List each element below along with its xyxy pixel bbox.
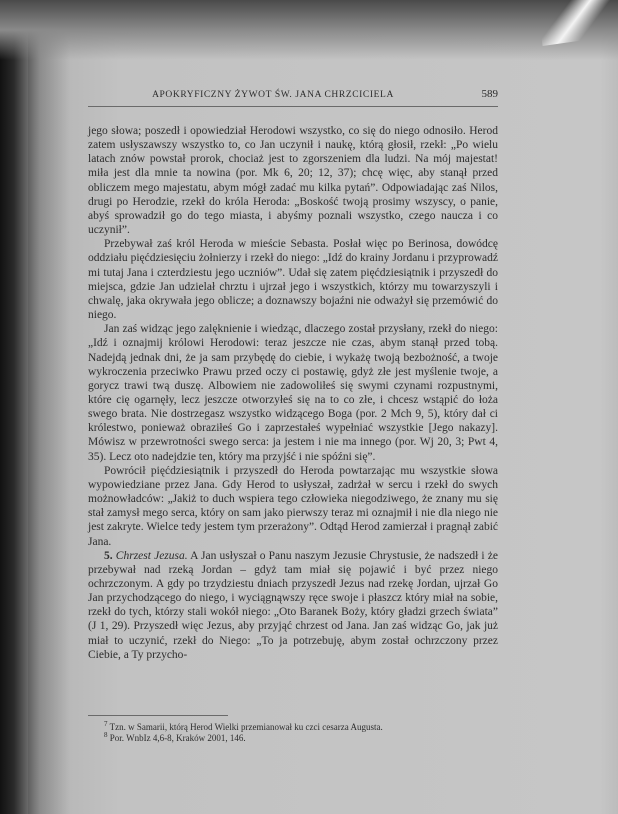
footnotes xyxy=(88,722,498,744)
footnote-7-text: Tzn. w Samarii, którą Herod Wielki przemianował ku czci cesarza Augusta. xyxy=(109,722,383,732)
book-page xyxy=(88,86,498,746)
footnote-8 xyxy=(88,733,498,744)
section-paragraph xyxy=(88,549,498,662)
page-number: 589 xyxy=(481,88,498,100)
footnote-7 xyxy=(88,722,498,733)
section-text: A Jan usłyszał o Panu naszym Jezusie Chrystusie, że nadszedł i że przebywał nad rzeką Jordan – gdyż tam miał się pojawić i być przez niego ochrzczonym. A gdy po trzydziestu dniach przyszedł Jezus nad rzekę Jordan, ujrzał Go Jan przychodzącego do niego, i wyciągnąwszy ręce swoje i płaszcz który miał na sobie, rzekł do tych, którzy stali wokół niego: „Oto Baranek Boży, który gładzi grzech świata” (J 1, 29). Przyszedł więc Jezus, aby przyjąć chrzest od Jana. Jan zaś widząc Go, jak już miał to uczynić, rzekł do Niego: „To ja potrzebuję, abym został ochrzczony przez Ciebie, a Ty przycho- xyxy=(88,549,498,661)
running-head xyxy=(88,86,498,107)
paragraph-4: Powrócił pięćdziesiątnik i przyszedł do Heroda powtarzając mu wszystkie słowa wypowiedziane przez Jana. Gdy Herod to usłyszał, zadrżał w sercu i rzekł do swych możnowładców: „Jakiż to duch wspiera tego człowieka niegodziwego, że znany mu się stał zamysł mego serca, który on sam jako pierwszy teraz mi oznajmił i nie dla niego nie jest zakryte. Wielce tedy jestem tym przerażony”. Odtąd Herod zamierzał i pragnął zabić Jana. xyxy=(88,464,498,548)
paragraph-3: Jan zaś widząc jego zalęknienie i wiedząc, dlaczego został przysłany, rzekł do niego: „Idź i oznajmij królowi Herodowi: teraz jeszcze nie czas, abym stanął przed tobą. Nadejdą jednak dni, że ja sam przybędę do ciebie, i wykażę twoją bezbożność, a twoje wykroczenia przeciwko Prawu przed oczy ci postawię, gdyż złe jest myślenie twoje, a gorycz trawi twą duszę. Albowiem nie zadowoliłeś się swymi czynami rozpustnymi, które cię ogarnęły, lecz jeszcze otworzyłeś się na to co złe, i chcesz wstąpić do łoża swego brata. Nie dostrzegasz wszystko widzącego Boga (por. 2 Mch 9, 5), który dał ci królestwo, ponieważ obraziłeś Go i zaprzestałeś wypełniać wszystkie [Jego nakazy]. Mówisz w przewrotności swego serca: ja jestem i nie ma innego (por. Wj 20, 3; Pwt 4, 35). Lecz oto nadejdzie ten, który ma przyjść i nie spóźni się”. xyxy=(88,323,498,463)
book-binding-shadow xyxy=(0,0,28,814)
paragraph-2 xyxy=(88,237,498,322)
top-shadow xyxy=(0,0,618,60)
section-number: 5. xyxy=(104,549,113,562)
paragraph-1: jego słowa; poszedł i opowiedział Herodowi wszystko, co się do niego odnosiło. Herod zatem usłyszawszy wszystko to, co Jan uczynił i naukę, którą głosił, rzekł: „Po wielu latach znów powstał prorok, chociaż jest to zgorszeniem dla ludzi. Na mój majestat! miła jest dla mnie ta nowina (por. Mk 6, 20; 12, 37); chcę więc, aby stanął przed obliczem mego majestatu, abym mógł zadać mu kilka pytań”. Odpowiadając zaś Nilos, drugi po Herodzie, rzekł do króla Heroda: „Boskość twoją prosimy wszyscy, o panie, abyś sprowadził go do tego miasta, i abyśmy poznali wszystko, czego naucza i co uczynił”. xyxy=(88,125,498,237)
section-title: Chrzest Jezusa. xyxy=(115,549,188,562)
body-text xyxy=(88,124,498,662)
running-title: APOKRYFICZNY ŻYWOT ŚW. JANA CHRZCICIELA xyxy=(152,90,394,100)
paragraph-2-text: Przebywał zaś król Heroda w mieście Sebasta. Posłał więc po Berinosa, dowódcę oddziału pięćdziesięciu żołnierzy i rzekł do niego: „Idź do krainy Jordanu i przyprowadź mi tutaj Jana i czterdziestu jego uczniów”. Udał się zatem pięćdziesiątnik i przyszedł do miejsca, gdzie Jan udzielał chrztu i ujrzał jego i wszystkich, którzy mu towarzyszyli i chwalę, jaka okrywała jego oblicze; a doznawszy bojaźni nie odważył się przemówić do niego. xyxy=(88,238,498,322)
footnote-8-text: Por. WnbIz 4,6-8, Kraków 2001, 146. xyxy=(109,733,246,743)
footnote-mark-8: 8 xyxy=(104,731,108,739)
footnote-mark-7: 7 xyxy=(104,720,108,728)
footnote-rule xyxy=(88,715,228,716)
